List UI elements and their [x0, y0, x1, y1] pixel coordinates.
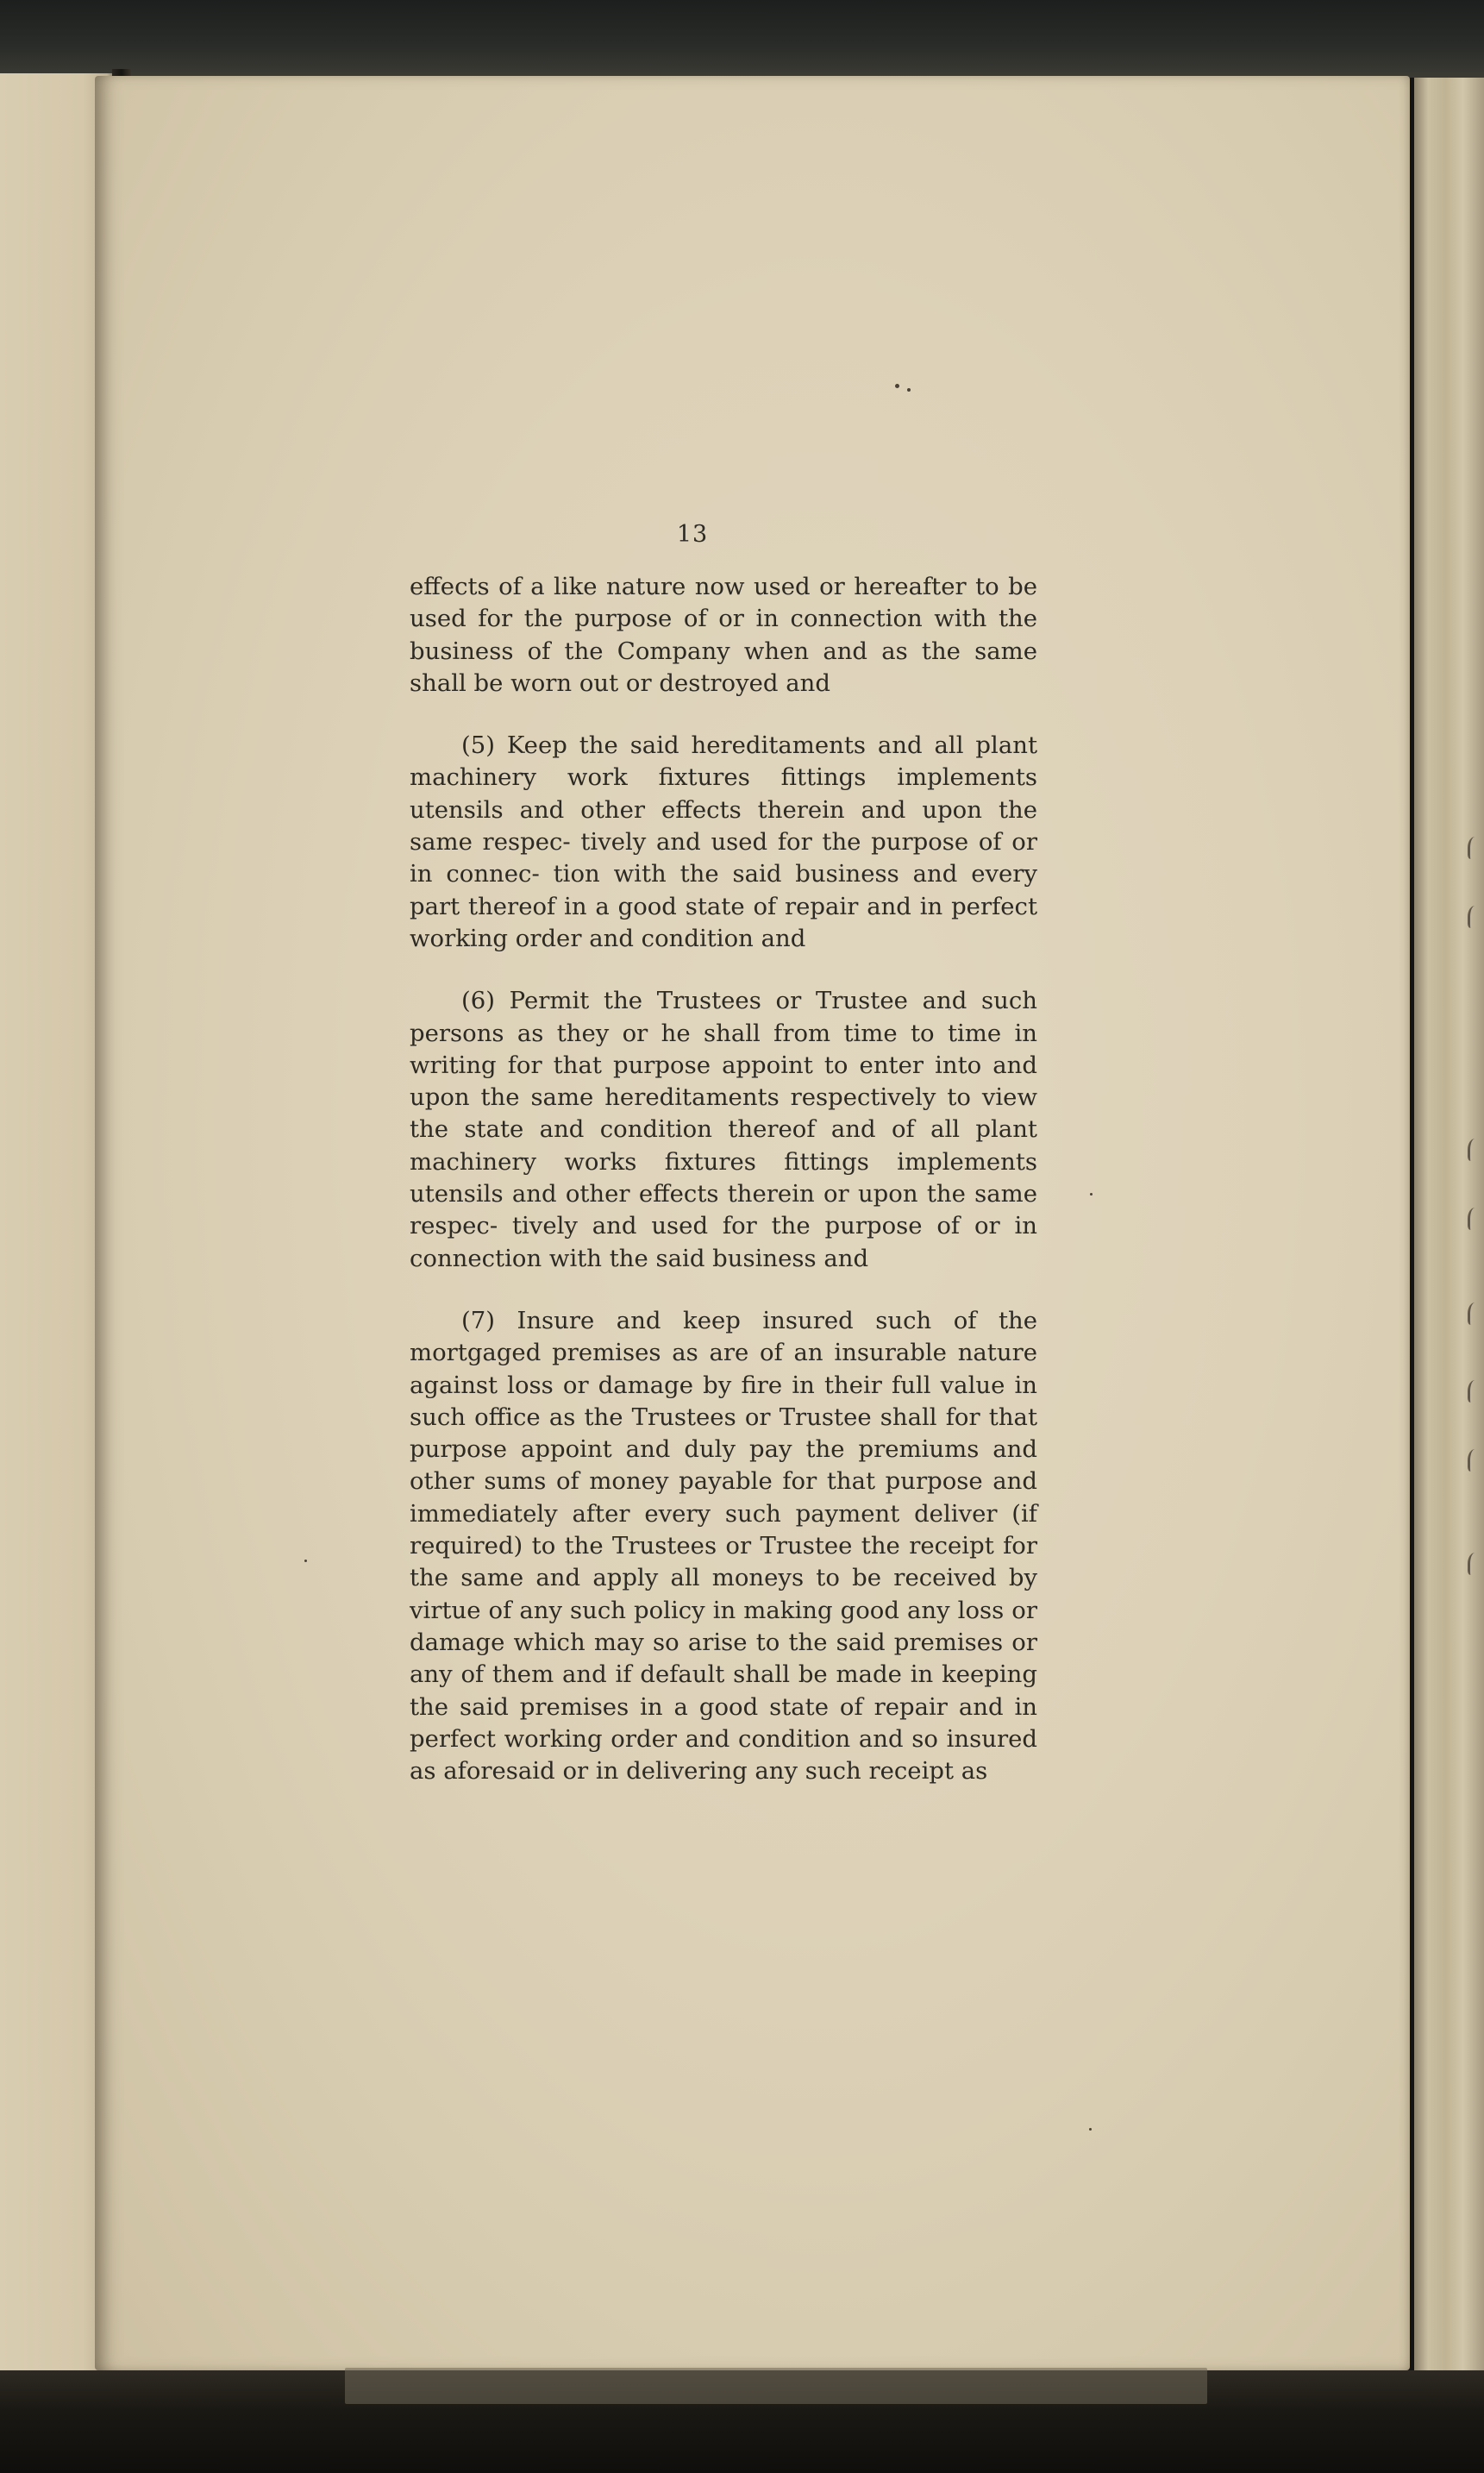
paragraph-clause-7: (7) Insure and keep insured such of the mortgaged premises as are of an insurable nature against loss or damage by fire in their full value in such office as the Trustees or Trustee shall for that purpose appoint and duly pay the premiums and other sums of money payable for that purpose and immediately after every such payment deliver (if required) to the Trustees or Trustee the receipt for the same and apply all moneys to be received by virtue of any such policy in making good any loss or damage which may so arise to the said premises or any of them and if default shall be made in keeping the said premises in a good state of repair and in perfect working order and condition and so insured as aforesaid or in delivering any such receipt as	[410, 1306, 1037, 1786]
handwriting-mark	[1468, 906, 1482, 928]
paper-speck	[1089, 2128, 1092, 2131]
handwriting-mark	[1468, 1139, 1482, 1161]
paper-speck	[1090, 1193, 1093, 1196]
paper-speck	[895, 384, 899, 388]
paragraph-clause-5: (5) Keep the said hereditaments and all plant machinery work fixtures fittings implements utensils and other effects therein and upon the same respec- tively and used for the purpose of or in connec- tion with the said business and every part thereof in a good state of repair and in perfect working order and condition and	[410, 731, 1037, 952]
handwriting-mark	[1468, 1449, 1482, 1472]
handwriting-mark	[1468, 1553, 1482, 1575]
binding-label-strip	[345, 2368, 1207, 2404]
scanner-background-top	[0, 0, 1484, 78]
paragraph-continuation: effects of a like nature now used or hereafter to be used for the purpose of or in connection with the business of the Company when and as the same shall be worn out or destroyed and	[410, 573, 1037, 697]
page-number: 13	[676, 521, 709, 548]
handwriting-mark	[1468, 1302, 1482, 1325]
handwriting-mark	[1468, 837, 1482, 859]
page-stack-edge	[1414, 78, 1484, 2407]
paper-speck	[907, 388, 911, 392]
handwriting-mark	[1468, 1208, 1482, 1230]
paper-speck	[304, 1560, 307, 1562]
paragraph-clause-6: (6) Permit the Trustees or Trustee and such persons as they or he shall from time to time in writing for that purpose appoint to enter into and upon the same hereditaments respectively to view the state and condition thereof and of all plant machinery works fixtures fittings implements utensils and other effects therein or upon the same respec- tively and used for the purpose of or in connection with the said business and	[410, 987, 1037, 1272]
body-text	[410, 571, 1037, 1787]
handwriting-mark	[1468, 1380, 1482, 1403]
